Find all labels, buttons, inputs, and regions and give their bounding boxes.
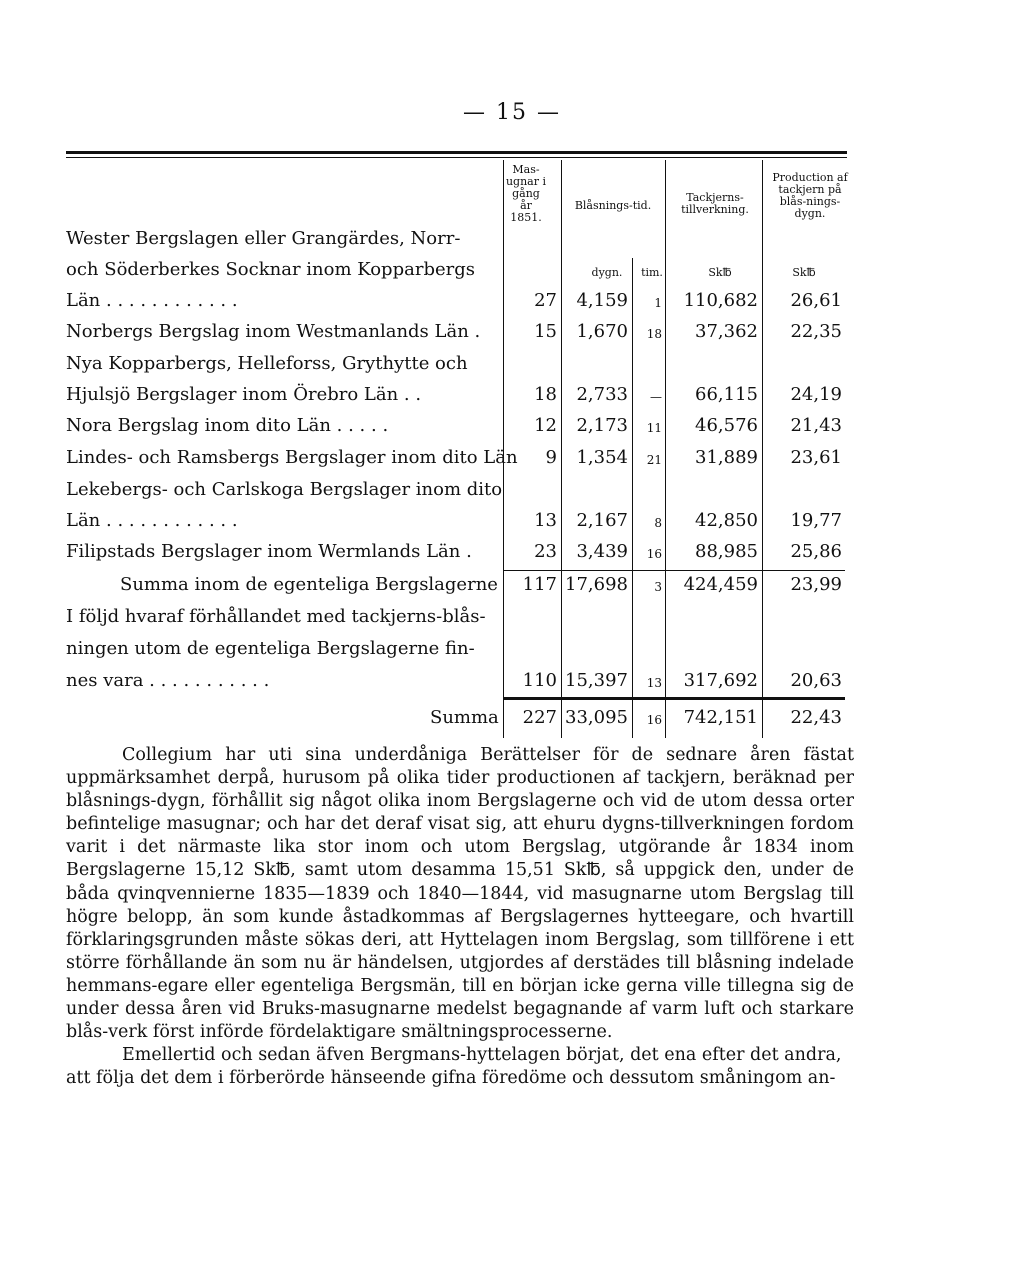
cell-tim: 11: [646, 421, 662, 435]
cell-tackjern: 46,576: [695, 415, 758, 436]
row-label: Filipstads Bergslager inom Wermlands Län .: [66, 541, 472, 562]
row-label: Hjulsjö Bergslager inom Örebro Län . .: [66, 384, 422, 405]
utom-label: ningen utom de egenteliga Bergslagerne fin-: [66, 638, 475, 659]
cell-tackjern: 37,362: [695, 321, 758, 342]
cell-production: 19,77: [790, 510, 842, 531]
summa-tackjern: 742,151: [683, 707, 758, 728]
unit-skd-production: Sk℔: [792, 266, 816, 279]
cell-tim: 1: [654, 296, 662, 310]
cell-tackjern: 31,889: [695, 447, 758, 468]
summa-label: Summa: [430, 707, 499, 728]
paragraph: Emellertid och sedan äfven Bergmans-hyttelagen börjat, det ena efter det andra, att följa det dem i förberörde hänseende gifna föredöme och dessutom småningom an-: [66, 1045, 842, 1089]
cell-tackjern: 42,850: [695, 510, 758, 531]
utom-tim: 13: [646, 676, 662, 690]
summa-egentliga-production: 23,99: [790, 574, 842, 595]
summa-egentliga-dygn: 17,698: [565, 574, 628, 595]
cell-tim: 8: [654, 516, 662, 530]
summa-masugnar: 227: [522, 707, 557, 728]
cell-tackjern: 88,985: [695, 541, 758, 562]
cell-dygn: 2,733: [576, 384, 628, 405]
summa-dygn: 33,095: [565, 707, 628, 728]
header-tackjern: Tackjerns-tillverkning.: [681, 191, 749, 216]
row-label: och Söderberkes Socknar inom Kopparbergs: [66, 259, 475, 280]
summa-egentliga-tackjern: 424,459: [683, 574, 758, 595]
summa-egentliga-tim: 3: [654, 580, 662, 594]
utom-masugnar: 110: [522, 670, 557, 691]
row-label: Wester Bergslagen eller Grangärdes, Norr-: [66, 228, 461, 249]
utom-tackjern: 317,692: [683, 670, 758, 691]
cell-dygn: 4,159: [576, 290, 628, 311]
cell-production: 22,35: [790, 321, 842, 342]
summa-egentliga-rule: [503, 570, 845, 571]
cell-production: 23,61: [790, 447, 842, 468]
unit-tim: tim.: [641, 266, 663, 279]
summa-production: 22,43: [790, 707, 842, 728]
unit-skd-tackjern: Sk℔: [708, 266, 732, 279]
top-rule-thin: [66, 157, 847, 158]
cell-tackjern: 66,115: [695, 384, 758, 405]
cell-dygn: 1,670: [576, 321, 628, 342]
body-text: [66, 744, 854, 1090]
column-rule: [561, 160, 562, 738]
summa-rule: [503, 697, 845, 700]
cell-masugnar: 18: [534, 384, 557, 405]
cell-production: 26,61: [790, 290, 842, 311]
unit-dygn: dygn.: [591, 266, 623, 279]
row-label: Nya Kopparbergs, Helleforss, Grythytte och: [66, 353, 468, 374]
cell-masugnar: 15: [534, 321, 557, 342]
summa-egentliga-label: Summa inom de egenteliga Bergslagerne: [120, 574, 498, 595]
cell-dygn: 1,354: [576, 447, 628, 468]
cell-masugnar: 23: [534, 541, 557, 562]
header-production: Production af tackjern på blås-nings-dygn.: [772, 171, 848, 220]
cell-dygn: 2,173: [576, 415, 628, 436]
row-label: Län . . . . . . . . . . . .: [66, 290, 238, 311]
header-blasningstid: Blåsnings-tid.: [574, 199, 652, 212]
header-masugnar: Mas-ugnar i gång år 1851.: [505, 163, 547, 224]
cell-tim: 16: [646, 547, 662, 561]
summa-egentliga-masugnar: 117: [522, 574, 557, 595]
utom-dygn: 15,397: [565, 670, 628, 691]
row-label: Lindes- och Ramsbergs Bergslager inom dito Län: [66, 447, 518, 468]
cell-masugnar: 27: [534, 290, 557, 311]
cell-production: 21,43: [790, 415, 842, 436]
utom-production: 20,63: [790, 670, 842, 691]
row-label: Län . . . . . . . . . . . .: [66, 510, 238, 531]
row-label: Norbergs Bergslag inom Westmanlands Län .: [66, 321, 481, 342]
row-label: Nora Bergslag inom dito Län . . . . .: [66, 415, 389, 436]
top-rule: [66, 151, 847, 154]
utom-label: nes vara . . . . . . . . . . .: [66, 670, 270, 691]
column-rule: [762, 160, 763, 738]
cell-masugnar: 9: [545, 447, 557, 468]
column-rule: [665, 160, 666, 738]
cell-masugnar: 12: [534, 415, 557, 436]
cell-tim: —: [650, 390, 662, 404]
cell-tackjern: 110,682: [683, 290, 758, 311]
cell-dygn: 2,167: [576, 510, 628, 531]
paragraph: Collegium har uti sina underdåniga Berättelser för de sednare åren fästat uppmärksamhet derpå, hurusom på olika tider productionen af tackjern, beräknad per blåsnings-dygn, förhållit sig något olika inom Bergslagerne och vid de utom dessa orter befintelige masugnar; och har det deraf visat sig, att ehuru dygns-tillverkningen fordom varit i det närmaste lika stor inom och utom Bergslag, utgörande år 1834 inom Bergslagerne 15,12 Sk℔, samt utom desamma 15,51 Sk℔, så uppgick den, under de båda qvinqvennierne 1835—1839 och 1840—1844, vid masugnarne utom Bergslag till högre belopp, än som kunde åstadkommas af Bergslagernes hytteegare, och hvartill förklaringsgrunden måste sökas deri, att Hyttelagen inom Bergslag, som tillförene i ett större förhållande än som nu är händelsen, utgjordes af derstädes till blåsning indelade hemmans-egare eller egenteliga Bergsmän, till en början icke gerna ville tillegna sig de under dessa åren vid Bruks-masugnarne medelst begagnande af varm luft och starkare blås-verk först införde fördelaktigare smältningsprocesserne.: [66, 745, 854, 1043]
column-rule: [632, 258, 633, 738]
summa-tim: 16: [646, 713, 662, 727]
cell-production: 25,86: [790, 541, 842, 562]
row-label: Lekebergs- och Carlskoga Bergslager inom dito: [66, 479, 503, 500]
page-number: — 15 —: [463, 100, 561, 125]
cell-tim: 18: [646, 327, 662, 341]
utom-label: I följd hvaraf förhållandet med tackjerns-blås-: [66, 606, 486, 627]
cell-masugnar: 13: [534, 510, 557, 531]
cell-dygn: 3,439: [576, 541, 628, 562]
cell-production: 24,19: [790, 384, 842, 405]
cell-tim: 21: [646, 453, 662, 467]
